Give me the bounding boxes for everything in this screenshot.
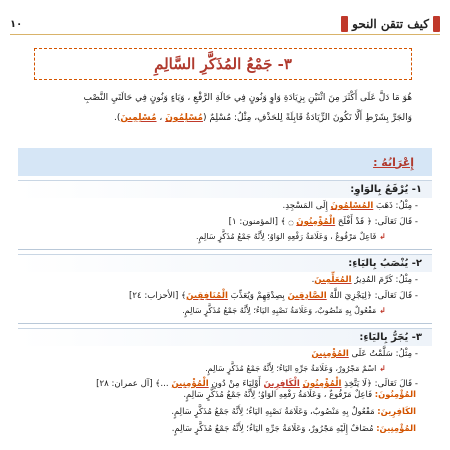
note-text: مَفْعُولٌ بِهِ مَنْصُوبٌ، وَعَلَامَةُ نَصْبِهِ اليَاءُ؛ لِأَنَّهُ جَمْعُ مُذَكَّرٍ سَالِمٍ.	[171, 406, 378, 416]
quote-text: أَوْلِيَاءَ مِنْ دُونِ	[208, 379, 264, 389]
highlight-word: مُسْلِمُونَ	[165, 113, 203, 123]
ornament-icon	[341, 16, 348, 32]
highlight-word: الْكَافِرِينَ	[263, 379, 300, 389]
example-line	[18, 198, 432, 214]
definition-line-1: هُوَ مَا دَلَّ عَلَى أَكْثَرَ مِنَ اثْنَيْنِ بِزِيَادَةِ وَاوٍ وَنُونٍ فِي حَالَةِ الرَّفْعِ ، وَيَاءٍ وَنُونٍ فِي حَالَتَيِ النَّصْبِ	[83, 93, 412, 103]
book-title-text: كيف تتقن النحو	[352, 17, 429, 31]
quote-text: بِصِدْقِهِمْ وَيُعَذِّبَ	[227, 291, 288, 301]
example-line	[18, 272, 432, 288]
section-heading: ٣- يُجَرُّ بِاليَاءِ:	[18, 328, 432, 346]
quote-text: - قَالَ تَعَالَى: ﴿ قَدْ أَفْلَحَ	[335, 217, 418, 227]
note-term: المُؤْمِنُونَ:	[374, 389, 416, 399]
note-term: المُؤْمِنِينَ:	[376, 423, 416, 433]
note-text: مَفْعُولٌ بِهِ مَنْصُوبٌ، وَعَلَامَةُ نَصْبِهِ اليَاءُ؛ لِأَنَّهُ جَمْعُ مُذَكَّرٍ سَالِمٍ.	[182, 306, 377, 315]
arrow-icon: ↲	[379, 364, 386, 373]
highlight-word: الْمُؤْمِنِينَ	[171, 379, 209, 389]
highlight-word: الْمُؤْمِنُونَ	[302, 379, 342, 389]
highlight-word: مُسْلِمِينَ	[120, 113, 157, 123]
highlight-word: الْمُنَافِقِينَ	[186, 291, 228, 301]
note-term: الكَافِرِينَ:	[377, 406, 416, 416]
example-text: - مِثْلُ: سَلَّمْتُ عَلَى	[348, 349, 418, 359]
page-number: ١٠	[10, 18, 23, 30]
example-text: إِلَى المَسْجِدِ.	[282, 201, 331, 211]
quote-line	[18, 214, 432, 230]
arrow-icon: ↲	[379, 232, 386, 241]
header-divider	[10, 34, 440, 35]
section-heading: ٢- يُنْصَبُ بِاليَاءِ:	[18, 254, 432, 272]
erab-label: إِعْرَابُهُ :	[373, 155, 414, 169]
final-note	[18, 403, 416, 420]
section-heading: ١- يُرْفَعُ بِالوَاوِ:	[18, 180, 432, 198]
final-notes	[18, 386, 432, 437]
lesson-title: ٣- جَمْعُ المُذَكَّرِ السَّالِمِ	[154, 55, 292, 73]
highlight-word: الصَّادِقِينَ	[287, 291, 327, 301]
quote-text: ...﴾ [آل عمران: ٢٨]	[96, 379, 172, 389]
note-text: اسْمٌ مَجْرُورٌ، وَعَلَامَةُ جَرِّهِ اليَاءُ؛ لِأَنَّهُ جَمْعُ مُذَكَّرٍ سَالِمٍ.	[205, 364, 377, 373]
highlight-word: المُعَلِّمِينَ	[314, 275, 352, 285]
highlight-word: المُسْلِمُونَ	[330, 201, 374, 211]
quote-text: - قَالَ تَعَالَى: ﴿لِيَجْزِيَ اللَّهُ	[326, 291, 418, 301]
quote-text: ۝ ﴾ [المؤمنون: ١]	[228, 217, 297, 227]
highlight-word: المُؤْمِنِينَ	[311, 349, 349, 359]
highlight-word: الْمُؤْمِنُونَ	[296, 217, 336, 227]
grammar-note	[18, 362, 432, 376]
section-raf	[18, 180, 432, 250]
example-text: - مِثْلُ: كَرَّمَ المُدِيرُ	[351, 275, 418, 285]
example-text: - مِثْلُ: ذَهَبَ	[373, 201, 418, 211]
section-jarr	[18, 328, 432, 389]
lesson-definition	[34, 88, 412, 128]
definition-line-2	[34, 108, 412, 128]
arrow-icon: ↲	[379, 306, 386, 315]
example-text: .	[311, 275, 315, 285]
definition-text: ).	[113, 113, 121, 123]
quote-line	[18, 288, 432, 304]
final-note	[18, 420, 416, 437]
grammar-note	[18, 304, 432, 318]
final-note	[18, 386, 416, 403]
grammar-note	[18, 230, 432, 244]
example-line	[18, 346, 432, 362]
definition-text: وَالجَرِّ بِشَرْطِ أَلَّا تَكُونَ الزِّيَادَةُ قَابِلَةً لِلحَذْفِ، مِثْلُ: مُسْلِمٌ (	[202, 113, 412, 123]
book-title	[341, 16, 440, 32]
note-text: فَاعِلٌ مَرْفُوعٌ ، وَعَلَامَةُ رَفْعِهِ الوَاوُ؛ لِأَنَّهُ جَمْعُ مُذَكَّرٍ سَالِمٍ.	[196, 232, 377, 241]
quote-text: ﴾ [الأحزاب: ٢٤]	[129, 291, 187, 301]
section-nasb	[18, 254, 432, 324]
note-text: مُضَافٌ إِلَيْهِ مَجْرُورٌ، وَعَلَامَةُ جَرِّهِ اليَاءُ؛ لِأَنَّهُ جَمْعُ مُذَكَّرٍ سَالِمٍ.	[171, 423, 377, 433]
erab-header	[18, 148, 432, 176]
lesson-title-frame	[34, 48, 412, 80]
note-text: فَاعِلٌ مَرْفُوعٌ ، وَعَلَامَةُ رَفْعِهِ الوَاوُ؛ لِأَنَّهُ جَمْعُ مُذَكَّرٍ سَالِمٍ.	[183, 389, 375, 399]
ornament-icon	[433, 16, 440, 32]
quote-text: - قَالَ تَعَالَى: ﴿لَا يَتَّخِذِ	[341, 379, 418, 389]
separator: ،	[156, 113, 166, 123]
